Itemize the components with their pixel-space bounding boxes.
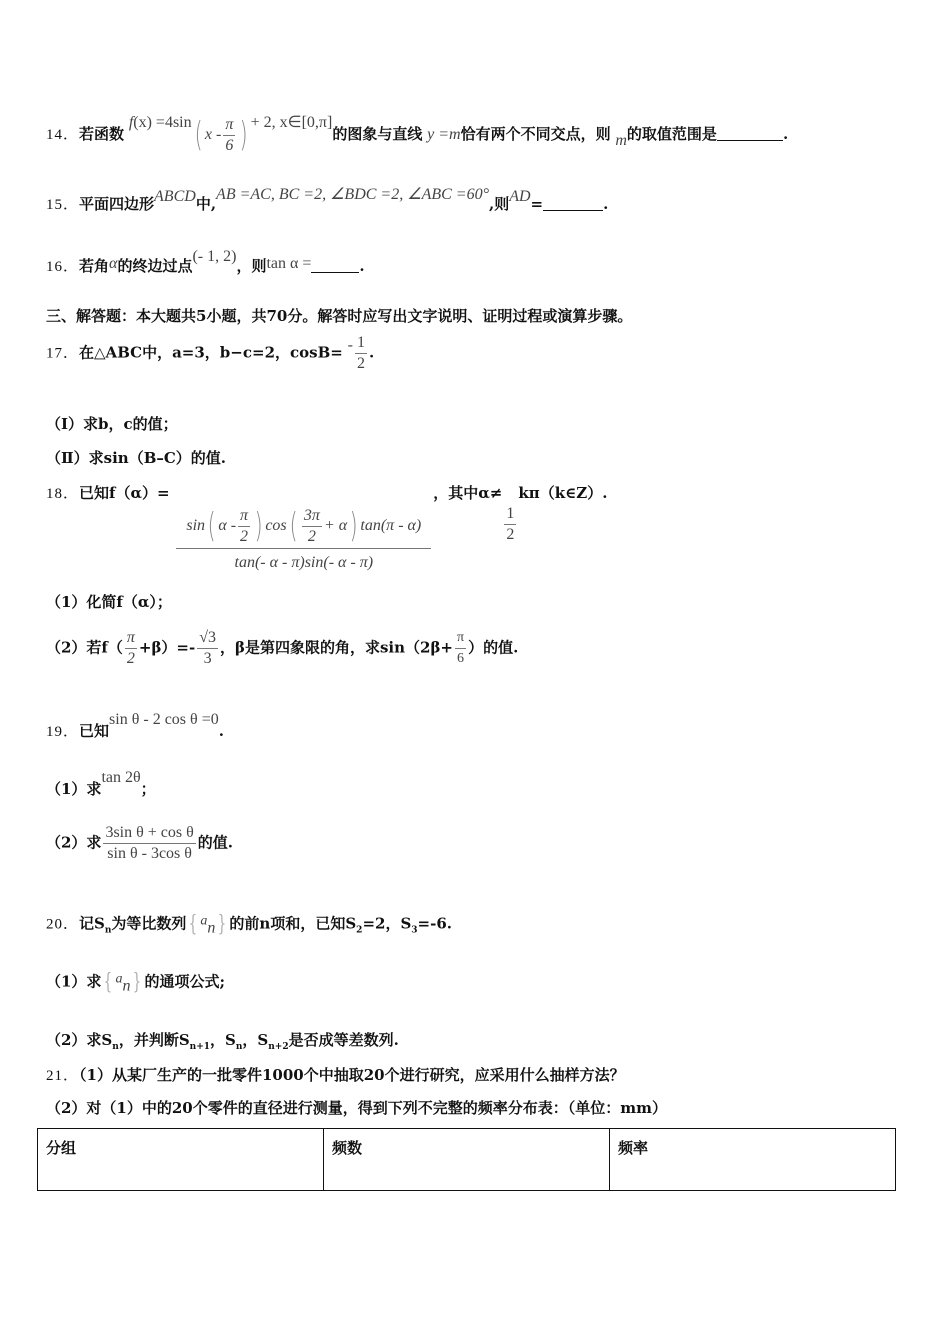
fraction: $\frac{\pi}{6}$ bbox=[457, 630, 465, 666]
question-15: 15．平面四边形ABCD中,AB =AC, BC =2, ∠BDC =2, ∠ABC =60°,则AD= . bbox=[46, 186, 609, 213]
section-heading: 三、解答题：本大题共5小题，共70分。解答时应写出文字说明、证明过程或演算步骤。 bbox=[46, 307, 633, 325]
table-header-frequency: 频率 bbox=[610, 1129, 896, 1191]
question-17-part-2: （Ⅱ）求sin（B–C）的值. bbox=[46, 449, 227, 467]
question-number: 14． bbox=[46, 127, 80, 143]
fraction: $\frac{\pi}{2}$ bbox=[126, 629, 135, 667]
answer-blank bbox=[543, 196, 603, 211]
question-19: 19．已知sin θ - 2 cos θ =0. bbox=[46, 711, 224, 740]
fraction: $\frac{1}{2}$ bbox=[356, 334, 365, 372]
table-row bbox=[38, 1129, 896, 1191]
big-fraction: sin( α - $\frac{\pi}{2}$ ) cos( $\frac{3\pi}{2}$ + α) tan(π - α) tan(- α - π)sin(- α - π) bbox=[176, 503, 431, 577]
fraction: $\frac{√3}{3}$ bbox=[199, 629, 217, 667]
question-18-part-2: （2）若f（ $\frac{\pi}{2}$ +β）=- $\frac{√3}{3}$ ，β是第四象限的角，求sin（2β+ $\frac{\pi}{6}$ ）的值. bbox=[46, 629, 519, 667]
question-number: 16． bbox=[46, 259, 80, 275]
question-number: 19． bbox=[46, 724, 80, 740]
question-number: 17． bbox=[46, 345, 80, 362]
question-17: 17．在△ABC中，a=3，b−c=2，cosB= - $\frac{1}{2}$ . bbox=[46, 334, 375, 372]
fraction: $\frac{\pi}{6}$ bbox=[225, 115, 234, 154]
question-21: 21．（1）从某厂生产的一批零件1000个中抽取20个进行研究，应采用什么抽样方法？ bbox=[46, 1066, 625, 1084]
question-19-part-2: （2）求 $\frac{\text{3sin θ + cos θ}}{\text{sin θ - 3cos θ}}$ 的值. bbox=[46, 824, 234, 862]
question-number: 15． bbox=[46, 197, 80, 213]
fraction: $\frac{\text{3sin θ + cos θ}}{\text{sin θ - 3cos θ}}$ bbox=[105, 824, 194, 862]
function-name: f bbox=[128, 114, 134, 131]
answer-blank bbox=[717, 126, 783, 141]
table-header-group: 分组 bbox=[38, 1129, 324, 1191]
table-header-count: 频数 bbox=[324, 1129, 610, 1191]
question-20-part-1: （1）求 { $a_n$ } 的通项公式; bbox=[46, 970, 225, 995]
question-21-part-2: （2）对（1）中的20个零件的直径进行测量，得到下列不完整的频率分布表：（单位：mm） bbox=[46, 1099, 667, 1117]
question-number: 18． bbox=[46, 486, 80, 502]
question-18: 18．已知f（α）= sin( α - $\frac{\pi}{2}$ ) cos( $\frac{3\pi}{2}$ + α) tan(π - α) tan(- α - π)sin(- α - π) ，其中α≠ $\frac{1}{2}$ kπ（k∈Z）. bbox=[46, 482, 607, 577]
question-20-part-2: （2）求$S_n$，并判断$S_{n+1}$，$S_n$，$S_{n+2}$是否成等差数列. bbox=[46, 1031, 399, 1052]
question-16: 16．若角α的终边过点(- 1, 2)，则tan α = . bbox=[46, 248, 365, 275]
question-number: 20． bbox=[46, 916, 80, 933]
question-19-part-1: （1）求tan 2θ； bbox=[46, 769, 156, 798]
fraction: $\frac{1}{2}$ bbox=[506, 505, 515, 543]
question-18-part-1: （1）化简f（α）； bbox=[46, 593, 172, 611]
frequency-table bbox=[37, 1128, 896, 1191]
question-number: 21． bbox=[46, 1068, 80, 1084]
answer-blank bbox=[311, 258, 359, 273]
question-14: 14．若函数 f(x) =4sin( x - $\frac{\pi}{6}$ ) + 2, x∈[0,π]的图象与直线 y =m恰有两个不同交点，则 m的取值范围是 . bbox=[46, 114, 789, 155]
line-equation: y =m bbox=[427, 126, 461, 143]
question-20: 20．记$S_n$为等比数列 { $a_n$ } 的前n项和，已知$S_2=2$，$S_3=-6$. bbox=[46, 912, 452, 937]
question-17-part-1: （Ⅰ）求b，c的值； bbox=[46, 415, 178, 433]
